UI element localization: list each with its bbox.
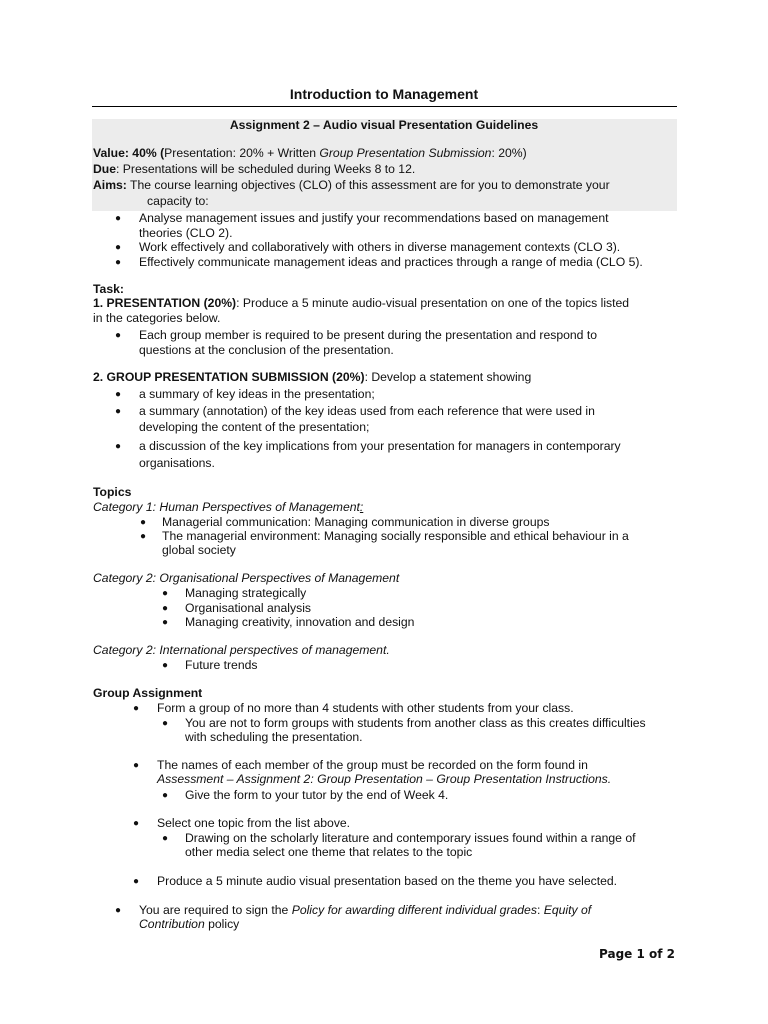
page-number: Page 1 of 2 bbox=[599, 947, 675, 961]
value-line: Value: 40% (Presentation: 20% + Written Group Presentation Submission: 20%) bbox=[93, 146, 527, 160]
group-subitem: Drawing on the scholarly literature and contemporary issues found within a range of bbox=[185, 831, 636, 845]
assignment-subtitle: Assignment 2 – Audio visual Presentation Guidelines bbox=[229, 118, 539, 132]
group-subitem-cont: with scheduling the presentation. bbox=[185, 730, 363, 744]
bullet-icon: ● bbox=[140, 517, 147, 528]
aims-item-cont: theories (CLO 2). bbox=[139, 226, 233, 240]
document-title: Introduction to Management bbox=[289, 86, 479, 102]
bullet-icon: ● bbox=[115, 905, 122, 916]
group-assignment-heading: Group Assignment bbox=[93, 686, 203, 700]
bullet-icon: ● bbox=[162, 617, 169, 628]
bullet-icon: ● bbox=[115, 389, 122, 400]
aims-line-cont: capacity to: bbox=[147, 194, 209, 208]
group-item-cont: Assessment – Assignment 2: Group Presentation – Group Presentation Instructions. bbox=[157, 772, 612, 786]
bullet-icon: ● bbox=[133, 703, 140, 714]
bullet-icon: ● bbox=[115, 213, 122, 224]
submission-item-cont: organisations. bbox=[139, 456, 215, 470]
aims-line: Aims: The course learning objectives (CLO) of this assessment are for you to demonstrate your bbox=[93, 178, 610, 192]
presentation-bullet-cont: questions at the conclusion of the presentation. bbox=[139, 343, 394, 357]
bullet-icon: ● bbox=[162, 790, 169, 801]
bullet-icon: ● bbox=[133, 760, 140, 771]
submission-item: a summary of key ideas in the presentation; bbox=[139, 387, 375, 401]
category-1-heading: Category 1: Human Perspectives of Management: bbox=[93, 500, 364, 514]
bullet-icon: ● bbox=[115, 441, 122, 452]
submission-item: a discussion of the key implications from your presentation for managers in contemporary bbox=[139, 439, 621, 453]
submission-line: 2. GROUP PRESENTATION SUBMISSION (20%): Develop a statement showing bbox=[93, 370, 532, 384]
bullet-icon: ● bbox=[115, 330, 122, 341]
group-subitem: Give the form to your tutor by the end of Week 4. bbox=[185, 788, 449, 802]
aims-item: Effectively communicate management ideas and practices through a range of media (CLO 5). bbox=[139, 255, 643, 269]
group-item: The names of each member of the group must be recorded on the form found in bbox=[157, 758, 588, 772]
bullet-icon: ● bbox=[162, 588, 169, 599]
category-2-item: Organisational analysis bbox=[185, 601, 312, 615]
bullet-icon: ● bbox=[162, 718, 169, 729]
policy-line: You are required to sign the Policy for awarding different individual grades: Equity of bbox=[139, 903, 592, 917]
category-2-heading: Category 2: Organisational Perspectives of Management bbox=[93, 571, 400, 585]
due-line: Due: Presentations will be scheduled during Weeks 8 to 12. bbox=[93, 162, 416, 176]
aims-item: Work effectively and collaboratively with others in diverse management contexts (CLO 3). bbox=[139, 240, 621, 254]
group-item: Form a group of no more than 4 students with other students from your class. bbox=[157, 701, 574, 715]
title-divider bbox=[92, 106, 677, 107]
category-1-item: The managerial environment: Managing socially responsible and ethical behaviour in a bbox=[162, 529, 629, 543]
bullet-icon: ● bbox=[115, 406, 122, 417]
bullet-icon: ● bbox=[133, 876, 140, 887]
group-subitem-cont: other media select one theme that relates to the topic bbox=[185, 845, 473, 859]
policy-line-cont: Contribution policy bbox=[139, 917, 240, 931]
task-heading: Task: bbox=[93, 282, 124, 296]
category-3-item: Future trends bbox=[185, 658, 258, 672]
category-2-item: Managing strategically bbox=[185, 586, 307, 600]
aims-item: Analyse management issues and justify your recommendations based on management bbox=[139, 211, 609, 225]
bullet-icon: ● bbox=[115, 257, 122, 268]
presentation-bullet: Each group member is required to be present during the presentation and respond to bbox=[139, 328, 597, 342]
bullet-icon: ● bbox=[133, 818, 140, 829]
topics-heading: Topics bbox=[93, 485, 132, 499]
category-1-item-cont: global society bbox=[162, 543, 236, 557]
category-1-item: Managerial communication: Managing communication in diverse groups bbox=[162, 515, 550, 529]
bullet-icon: ● bbox=[162, 833, 169, 844]
bullet-icon: ● bbox=[162, 603, 169, 614]
group-item: Select one topic from the list above. bbox=[157, 816, 351, 830]
category-2-item: Managing creativity, innovation and design bbox=[185, 615, 415, 629]
group-item: Produce a 5 minute audio visual presentation based on the theme you have selected. bbox=[157, 874, 618, 888]
submission-item-cont: developing the content of the presentation; bbox=[139, 420, 370, 434]
presentation-line-cont: in the categories below. bbox=[93, 311, 221, 325]
bullet-icon: ● bbox=[115, 242, 122, 253]
group-subitem: You are not to form groups with students from another class as this creates difficulties bbox=[185, 716, 646, 730]
bullet-icon: ● bbox=[162, 660, 169, 671]
category-3-heading: Category 2: International perspectives of management. bbox=[93, 643, 390, 657]
presentation-line: 1. PRESENTATION (20%): Produce a 5 minute audio-visual presentation on one of the topics listed bbox=[93, 296, 630, 310]
bullet-icon: ● bbox=[140, 531, 147, 542]
submission-item: a summary (annotation) of the key ideas used from each reference that were used in bbox=[139, 404, 595, 418]
